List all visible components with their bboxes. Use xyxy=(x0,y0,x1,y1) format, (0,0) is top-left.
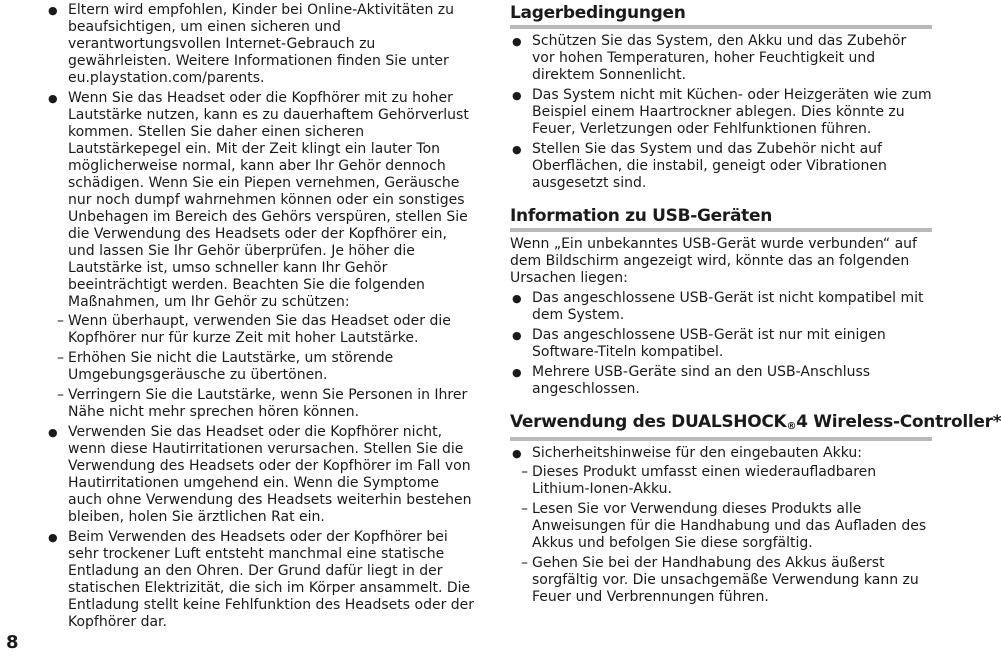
list-subitem: – Erhöhen Sie nicht die Lautstärke, um störende Umgebungsgeräusche zu übertönen. xyxy=(57,350,476,384)
section-heading: Information zu USB-Geräten xyxy=(510,205,932,232)
battery-safety-list xyxy=(532,464,932,606)
list-item: ● Schützen Sie das System, den Akku und das Zubehör vor hohen Temperaturen, hoher Feuchtigkeit und direktem Sonnenlicht. xyxy=(510,33,932,84)
page-number: 8 xyxy=(6,632,19,653)
list-item: ● Verwenden Sie das Headset oder die Kopfhörer nicht, wenn diese Hautirritationen verursachen. Stellen Sie die Verwendung des Headsets oder der Kopfhörer im Fall von Hautirritationen umgehend ein. Wenn die Symptome auch ohne Verwendung des Headsets weiterhin bestehen bleiben, holen Sie ärztlichen Rat ein. xyxy=(46,424,476,526)
list-item: ● Das angeschlossene USB-Gerät ist nur mit einigen Software-Titeln kompatibel. xyxy=(510,327,932,361)
safety-list xyxy=(46,2,476,631)
controller-section xyxy=(510,411,1001,606)
storage-section xyxy=(510,2,932,192)
list-subitem: – Wenn überhaupt, verwenden Sie das Headset oder die Kopfhörer nur für kurze Zeit mit hoher Lautstärke. xyxy=(57,313,476,347)
list-item: ● Stellen Sie das System und das Zubehör nicht auf Oberflächen, die instabil, geneigt oder Vibrationen ausgesetzt sind. xyxy=(510,141,932,192)
usb-list xyxy=(510,290,932,398)
list-item: ● Mehrere USB-Geräte sind an den USB-Anschluss angeschlossen. xyxy=(510,364,932,398)
list-item: ● Das System nicht mit Küchen- oder Heizgeräten wie zum Beispiel einem Haartrockner ablegen. Dies könnte zu Feuer, Verletzungen oder Fehlfunktionen führen. xyxy=(510,87,932,138)
list-item: ● Wenn Sie das Headset oder die Kopfhörer mit zu hoher Lautstärke nutzen, kann es zu dauerhaftem Gehörverlust kommen. Stellen Sie daher einen sicheren Lautstärkepegel ein. Mit der Zeit klingt ein lauter Ton möglicherweise normal, kann aber Ihr Gehör dennoch schädigen. Wenn Sie ein Piepen vernehmen, Geräusche nur noch dumpf wahrnehmen können oder ein sonstiges Unbehagen im Bereich des Gehörs verspüren, stellen Sie die Verwendung des Headsets oder der Kopfhörer ein, und lassen Sie Ihr Gehör überprüfen. Je höher die Lautstärke ist, umso schneller kann Ihr Gehör beeinträchtigt werden. Beachten Sie die folgenden Maßnahmen, um Ihr Gehör zu schützen: – Wenn überhaupt, verwenden Sie das Headset oder die Kopfhörer nur für kurze Zeit mit hoher Lautstärke. – Erhöhen Sie nicht die Lautstärke, um störende Umgebungsgeräusche zu übertönen. – Verringern Sie die Lautstärke, wenn Sie Personen in Ihrer Nähe nicht mehr sprechen hören können. xyxy=(46,90,476,421)
list-subitem: – Lesen Sie vor Verwendung dieses Produkts alle Anweisungen für die Handhabung und das Aufladen des Akkus und befolgen Sie diese sorgfältig. xyxy=(521,501,932,552)
list-item: ● Das angeschlossene USB-Gerät ist nicht kompatibel mit dem System. xyxy=(510,290,932,324)
list-subitem: – Gehen Sie bei der Handhabung des Akkus äußerst sorgfältig vor. Die unsachgemäße Verwendung kann zu Feuer und Verbrennungen führen. xyxy=(521,555,932,606)
section-heading: Lagerbedingungen xyxy=(510,2,932,29)
right-column xyxy=(510,2,1001,619)
list-subitem: – Dieses Produkt umfasst einen wiederaufladbaren Lithium-Ionen-Akku. xyxy=(521,464,932,498)
section-heading: Verwendung des DUALSHOCK®4 Wireless-Controller* xyxy=(510,411,932,441)
list-item: ● Beim Verwenden des Headsets oder der Kopfhörer bei sehr trockener Luft entsteht manchmal eine statische Entladung an den Ohren. Der Grund dafür liegt in der statischen Elektrizität, die sich im Körper ansammelt. Die Entladung stellt keine Fehlfunktion des Headsets oder der Kopfhörer dar. xyxy=(46,529,476,631)
left-column xyxy=(46,2,476,634)
list-item: ● Eltern wird empfohlen, Kinder bei Online-Aktivitäten zu beaufsichtigen, um einen sicheren und verantwortungsvollen Internet-Gebrauch zu gewährleisten. Weitere Informationen finden Sie unter eu.playstation.com/parents. xyxy=(46,2,476,87)
usb-intro: Wenn „Ein unbekanntes USB-Gerät wurde verbunden“ auf dem Bildschirm angezeigt wird, könnte das an folgenden Ursachen liegen: xyxy=(510,236,917,286)
list-subitem: – Verringern Sie die Lautstärke, wenn Sie Personen in Ihrer Nähe nicht mehr sprechen hören können. xyxy=(57,387,476,421)
registered-mark: ® xyxy=(786,421,797,432)
usb-section xyxy=(510,205,932,398)
storage-list xyxy=(510,33,932,192)
list-item: ● Sicherheitshinweise für den eingebauten Akku: – Dieses Produkt umfasst einen wiederaufladbaren Lithium-Ionen-Akku. – Lesen Sie vor Verwendung dieses Produkts alle Anweisungen für die Handhabung und das Aufladen des Akkus und befolgen Sie diese sorgfältig. – Gehen Sie bei der Handhabung des Akkus äußerst sorgfältig vor. Die unsachgemäße Verwendung kann zu Feuer und Verbrennungen führen. xyxy=(510,445,932,606)
controller-list xyxy=(510,445,932,606)
hearing-protection-list xyxy=(68,313,476,421)
